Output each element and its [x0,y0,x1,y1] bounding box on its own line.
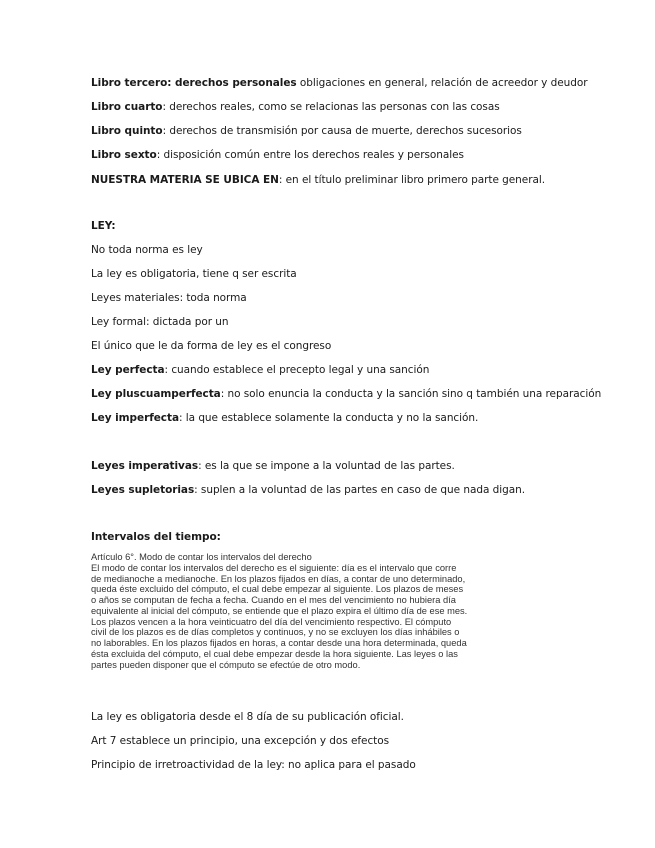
line-text: Principio de irretroactividad de la ley: no aplica para el pasado [91,759,416,771]
article-line: equivalente al inicial del cómputo, se entiende que el plazo expira el último día de ese mes. [91,605,468,616]
line-nuestra-materia [91,174,545,187]
bold-term: Libro sexto [91,149,157,161]
line-libro-sexto [91,149,464,162]
line-libro-cuarto [91,101,500,114]
article-line: partes pueden disponer que el cómputo se efectúe de otro modo. [91,659,361,670]
bold-term: Leyes imperativas [91,460,199,472]
line-text: Art 7 establece un principio, una excepción y dos efectos [91,735,390,747]
line-text: La ley es obligatoria, tiene q ser escrita [91,268,297,280]
line-text: El único que le da forma de ley es el congreso [91,340,332,352]
line-ley-imperfecta [91,412,478,425]
heading-intervalos [91,531,221,544]
article-line: no laborables. En los plazos fijados en horas, a contar desde una hora determinada, queda [91,638,467,648]
article-line: ésta excluida del cómputo, el cual debe empezar desde la hora siguiente. Las leyes o las [91,648,458,659]
line-text: : no solo enuncia la conducta y la sanción sino q también una reparación [220,388,602,400]
bold-term: Libro cuarto [91,101,163,113]
article-line: o años se computan de fecha a fecha. Cuando en el mes del vencimiento no hubiera día [91,595,456,605]
line-leyes-materiales [91,292,247,305]
line-text: : cuando establece el precepto legal y una sanción [164,364,430,376]
line-text: : derechos de transmisión por causa de muerte, derechos sucesorios [162,125,522,137]
line-text: : suplen a la voluntad de las partes en caso de que nada digan. [194,484,526,496]
line-ley-formal [91,316,228,329]
line-text: No toda norma es ley [91,244,203,256]
bold-term: Libro quinto [91,125,163,137]
line-text: : la que establece solamente la conducta y no la sanción. [179,412,479,424]
bold-term: NUESTRA MATERIA SE UBICA EN [91,174,279,186]
line-libro-quinto [91,125,522,138]
line-text: Ley formal: dictada por un [91,316,229,328]
line-text: Leyes materiales: toda norma [91,292,247,304]
line-art-7 [91,735,389,748]
bold-term: Intervalos del tiempo: [91,531,221,543]
article-line: Artículo 6°. Modo de contar los intervalos del derecho [91,552,312,562]
bold-term: LEY [91,220,112,232]
line-text: : derechos reales, como se relacionas las personas con las cosas [162,101,500,113]
line-obligatoria-8-dia [91,711,404,724]
bold-term: Ley pluscuamperfecta [91,388,221,400]
line-irretroactividad [91,759,416,772]
line-ley-perfecta [91,364,429,377]
line-text: : en el título preliminar libro primero parte general. [278,174,545,186]
bold-term: Ley imperfecta [91,412,179,424]
line-ley-obligatoria [91,268,297,281]
bold-term: Leyes supletorias [91,484,195,496]
line-text: : disposición común entre los derechos reales y personales [156,149,464,161]
line-libro-tercero [91,77,588,90]
line-text: : [111,220,116,232]
article-line: Los plazos vencen a la hora veinticuatro del día del vencimiento respectivo. El cómputo [91,616,452,627]
line-text: : es la que se impone a la voluntad de las partes. [198,460,455,472]
article-line: civil de los plazos es de días completos y continuos, y no se excluyen los días inhábiles o [91,627,460,638]
article-line: El modo de contar los intervalos del derecho es el siguiente: día es el intervalo que corre [91,562,457,573]
line-text: La ley es obligatoria desde el 8 día de su publicación oficial. [91,711,404,723]
heading-ley [91,220,116,233]
article-line: de medianoche a medianoche. En los plazos fijados en días, a contar de uno determinado, [91,573,466,584]
article-6-excerpt [91,552,521,670]
article-line: queda éste excluido del cómputo, el cual debe empezar al siguiente. Los plazos de meses [91,584,464,595]
line-unico-forma [91,340,331,353]
line-text: obligaciones en general, relación de acreedor y deudor [296,77,588,89]
line-leyes-imperativas [91,460,455,473]
line-no-toda-norma [91,244,203,257]
bold-term: Libro tercero: derechos personales [91,77,297,89]
line-leyes-supletorias [91,484,525,497]
bold-term: Ley perfecta [91,364,165,376]
line-ley-pluscuamperfecta [91,388,601,401]
